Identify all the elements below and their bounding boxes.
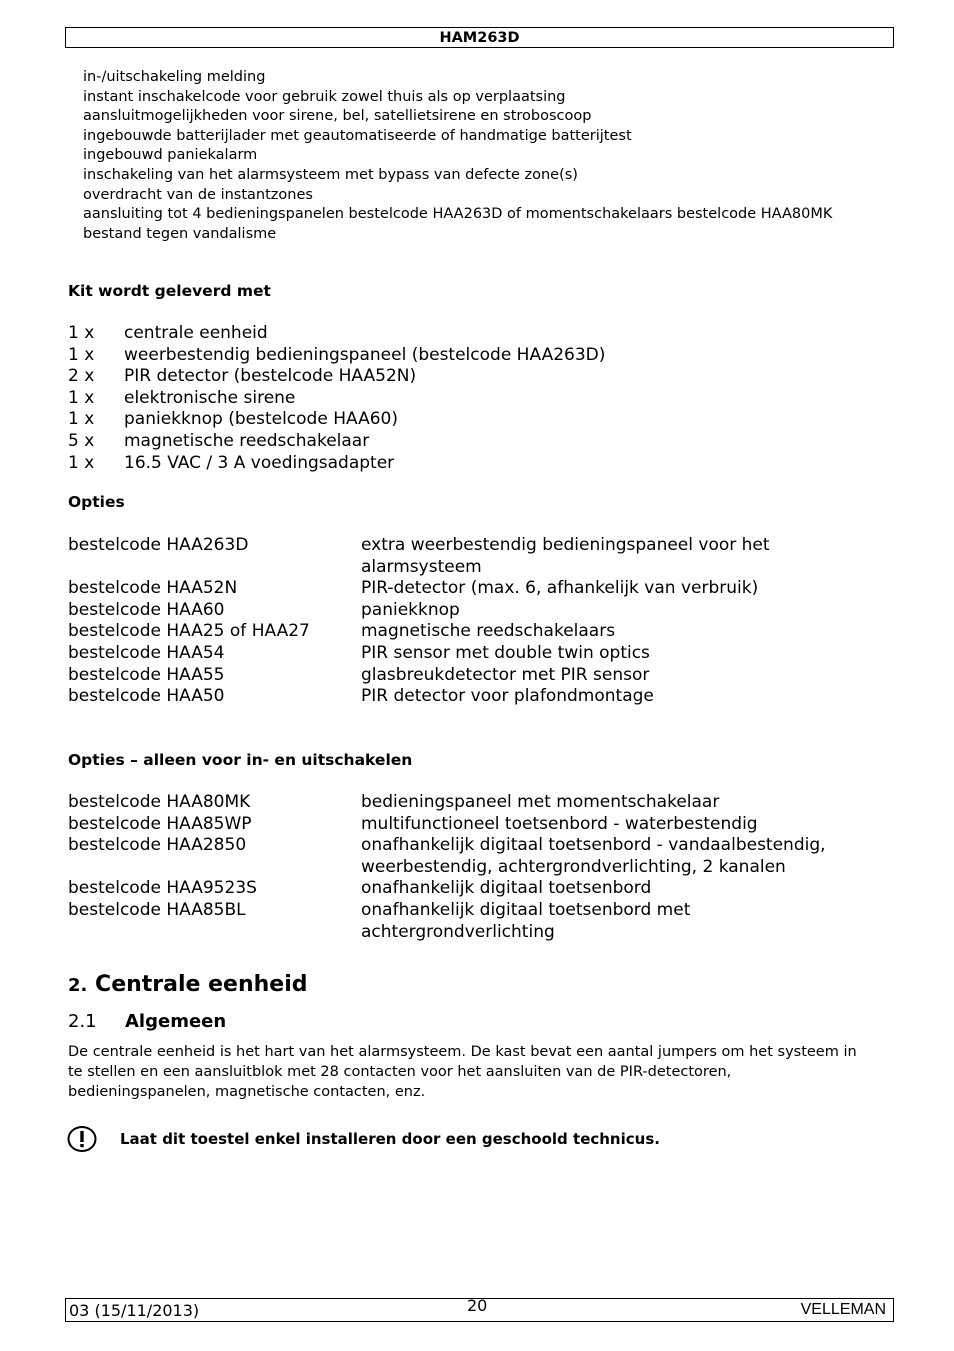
option-code: bestelcode HAA50 bbox=[68, 686, 225, 707]
option-row bbox=[68, 814, 868, 836]
option-code: bestelcode HAA25 of HAA27 bbox=[68, 621, 310, 642]
option-desc: multifunctioneel toetsenbord - waterbestendig bbox=[361, 813, 758, 834]
page-footer bbox=[65, 1298, 894, 1322]
option-desc: onafhankelijk digitaal toetsenbord met achtergrondverlichting bbox=[361, 899, 691, 942]
kit-item bbox=[68, 431, 768, 453]
option-desc: onafhankelijk digitaal toetsenbord - vandaalbestendig, weerbestendig, achtergrondverlichting, 2 kanalen bbox=[361, 835, 826, 877]
option-row bbox=[68, 686, 868, 708]
option-desc: glasbreukdetector met PIR sensor bbox=[361, 664, 650, 685]
kit-desc: 16.5 VAC / 3 A voedingsadapter bbox=[124, 452, 395, 473]
feature-item: inschakeling van het alarmsysteem met bypass van defecte zone(s) bbox=[83, 166, 578, 183]
option-code: bestelcode HAA60 bbox=[68, 599, 225, 620]
kit-list bbox=[68, 323, 768, 474]
section-paragraph: De centrale eenheid is het hart van het alarmsysteem. De kast bevat een aantal jumpers om het systeem in te stellen en een aansluitblok met 28 contacten voor het aansluiten van de PIR-detectoren, bedieningspanelen, magnetische contacten, enz. bbox=[68, 1044, 857, 1100]
kit-desc: elektronische sirene bbox=[124, 387, 296, 408]
footer-version: 03 (15/11/2013) bbox=[69, 1301, 200, 1320]
kit-desc: PIR detector (bestelcode HAA52N) bbox=[124, 366, 417, 387]
kit-desc: centrale eenheid bbox=[124, 323, 268, 343]
option-code: bestelcode HAA85WP bbox=[68, 813, 252, 834]
feature-item: bestand tegen vandalisme bbox=[83, 225, 277, 242]
kit-item bbox=[68, 366, 768, 388]
kit-qty: 1 x bbox=[68, 409, 95, 430]
option-code: bestelcode HAA263D bbox=[68, 535, 249, 555]
feature-item: in-/uitschakeling melding bbox=[83, 69, 266, 85]
kit-qty: 5 x bbox=[68, 430, 95, 451]
option-code: bestelcode HAA80MK bbox=[68, 792, 251, 812]
kit-item bbox=[68, 409, 768, 431]
option-row bbox=[68, 535, 868, 578]
option-row bbox=[68, 578, 868, 600]
footer-brand: VELLEMAN bbox=[800, 1301, 886, 1318]
option-code: bestelcode HAA85BL bbox=[68, 899, 246, 920]
kit-qty: 1 x bbox=[68, 344, 95, 365]
section-title: Centrale eenheid bbox=[95, 972, 308, 997]
kit-heading: Kit wordt geleverd met bbox=[68, 282, 271, 300]
kit-item bbox=[68, 388, 768, 410]
option-desc: magnetische reedschakelaars bbox=[361, 621, 616, 642]
option-code: bestelcode HAA9523S bbox=[68, 878, 257, 899]
option-desc: bedieningspaneel met momentschakelaar bbox=[361, 792, 720, 812]
kit-item bbox=[68, 323, 768, 345]
option-code: bestelcode HAA54 bbox=[68, 642, 225, 663]
kit-qty: 1 x bbox=[68, 387, 95, 408]
option-row bbox=[68, 600, 868, 622]
kit-qty: 1 x bbox=[68, 452, 95, 473]
feature-list bbox=[83, 68, 843, 244]
option-row bbox=[68, 900, 868, 943]
option-row bbox=[68, 665, 868, 687]
kit-qty: 2 x bbox=[68, 366, 95, 387]
option-desc: onafhankelijk digitaal toetsenbord bbox=[361, 878, 652, 899]
option-desc: extra weerbestendig bedieningspaneel voor het alarmsysteem bbox=[361, 535, 770, 577]
option-desc: PIR detector voor plafondmontage bbox=[361, 686, 654, 707]
page-header bbox=[65, 27, 894, 48]
kit-desc: magnetische reedschakelaar bbox=[124, 430, 370, 451]
options-table bbox=[68, 535, 868, 708]
kit-item bbox=[68, 345, 768, 367]
option-row bbox=[68, 621, 868, 643]
kit-desc: paniekknop (bestelcode HAA60) bbox=[124, 409, 398, 430]
option-row bbox=[68, 835, 868, 878]
options2-table bbox=[68, 792, 868, 943]
subsection-heading bbox=[68, 1011, 226, 1032]
option-code: bestelcode HAA55 bbox=[68, 664, 225, 685]
section-heading bbox=[68, 972, 307, 997]
option-row bbox=[68, 643, 868, 665]
option-code: bestelcode HAA2850 bbox=[68, 835, 247, 856]
warning-text: Laat dit toestel enkel installeren door een geschoold technicus. bbox=[120, 1130, 660, 1148]
feature-item: aansluiting tot 4 bedieningspanelen bestelcode HAA263D of momentschakelaars bestelcode HAA80MK bbox=[83, 206, 833, 223]
footer-page-number: 20 bbox=[467, 1296, 488, 1315]
kit-desc: weerbestendig bedieningspaneel (bestelcode HAA263D) bbox=[124, 344, 606, 365]
kit-item bbox=[68, 453, 768, 475]
option-desc: PIR-detector (max. 6, afhankelijk van verbruik) bbox=[361, 578, 759, 599]
subsection-title: Algemeen bbox=[125, 1011, 227, 1032]
feature-item: ingebouwd paniekalarm bbox=[83, 147, 258, 164]
section-number: 2. bbox=[68, 975, 88, 996]
feature-item: overdracht van de instantzones bbox=[83, 186, 313, 203]
option-code: bestelcode HAA52N bbox=[68, 578, 238, 599]
feature-item: ingebouwde batterijlader met geautomatiseerde of handmatige batterijtest bbox=[83, 127, 632, 144]
option-desc: paniekknop bbox=[361, 599, 460, 620]
option-row bbox=[68, 878, 868, 900]
exclamation-circle-icon bbox=[67, 1125, 97, 1153]
subsection-number: 2.1 bbox=[68, 1011, 97, 1032]
feature-item: aansluitmogelijkheden voor sirene, bel, satellietsirene en stroboscoop bbox=[83, 108, 592, 125]
header-title: HAM263D bbox=[439, 30, 520, 46]
options2-heading: Opties – alleen voor in- en uitschakelen bbox=[68, 751, 413, 769]
option-row bbox=[68, 792, 868, 814]
kit-qty: 1 x bbox=[68, 323, 95, 343]
feature-item: instant inschakelcode voor gebruik zowel thuis als op verplaatsing bbox=[83, 88, 566, 105]
options-heading: Opties bbox=[68, 493, 125, 511]
option-desc: PIR sensor met double twin optics bbox=[361, 642, 650, 663]
